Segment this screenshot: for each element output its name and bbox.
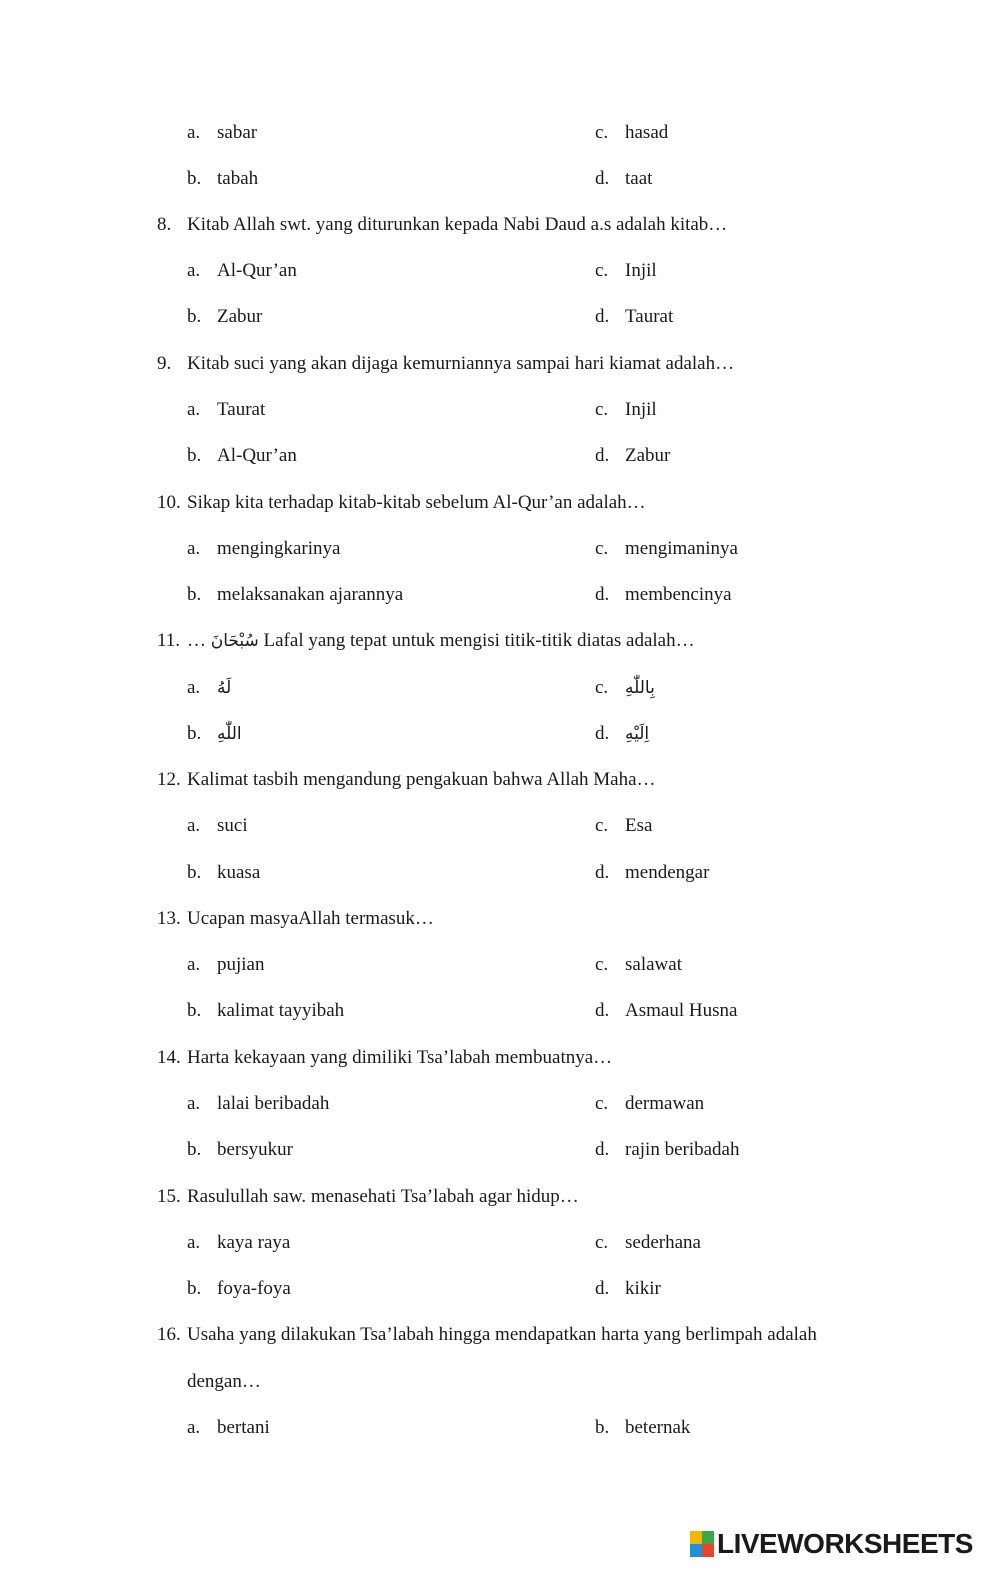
- q12-option-c[interactable]: c. Esa: [595, 815, 653, 836]
- liveworksheets-logo[interactable]: [690, 1528, 973, 1560]
- q9-option-b[interactable]: b. Al-Qur’an: [187, 445, 297, 466]
- q14-question: 14. Harta kekayaan yang dimiliki Tsa’labah membuatnya…: [157, 1047, 613, 1068]
- q12-option-b[interactable]: b. kuasa: [187, 862, 261, 883]
- q16-option-a[interactable]: a. bertani: [187, 1417, 270, 1438]
- q12-option-a[interactable]: a. suci: [187, 815, 248, 836]
- q14-option-a[interactable]: a. lalai beribadah: [187, 1093, 330, 1114]
- q15-option-b[interactable]: b. foya-foya: [187, 1278, 291, 1299]
- q15-option-d[interactable]: d. kikir: [595, 1278, 661, 1299]
- q13-question: 13. Ucapan masyaAllah termasuk…: [157, 908, 434, 929]
- q16-option-b[interactable]: b. beternak: [595, 1417, 691, 1438]
- q15-question: 15. Rasulullah saw. menasehati Tsa’labah agar hidup…: [157, 1186, 579, 1207]
- q10-option-a[interactable]: a. mengingkarinya: [187, 538, 341, 559]
- q11-option-b[interactable]: b. اللّٰهِ: [187, 723, 242, 744]
- q8-option-c[interactable]: c. Injil: [595, 260, 657, 281]
- q8-option-a[interactable]: a. Al-Qur’an: [187, 260, 297, 281]
- q13-option-a[interactable]: a. pujian: [187, 954, 265, 975]
- q13-option-c[interactable]: c. salawat: [595, 954, 682, 975]
- q8-option-b[interactable]: b. Zabur: [187, 306, 263, 327]
- q15-option-c[interactable]: c. sederhana: [595, 1232, 701, 1253]
- q9-question: 9. Kitab suci yang akan dijaga kemurniannya sampai hari kiamat adalah…: [157, 353, 735, 374]
- q8-question: 8. Kitab Allah swt. yang diturunkan kepada Nabi Daud a.s adalah kitab…: [157, 214, 728, 235]
- q14-option-c[interactable]: c. dermawan: [595, 1093, 705, 1114]
- q13-option-b[interactable]: b. kalimat tayyibah: [187, 1000, 345, 1021]
- q16-question: 16. Usaha yang dilakukan Tsa’labah hingga mendapatkan harta yang berlimpah adalah: [157, 1324, 817, 1345]
- q7-option-b[interactable]: b. tabah: [187, 168, 259, 189]
- q16-question-continued: dengan…: [187, 1371, 261, 1392]
- q10-option-c[interactable]: c. mengimaninya: [595, 538, 738, 559]
- q14-option-d[interactable]: d. rajin beribadah: [595, 1139, 740, 1160]
- q9-option-c[interactable]: c. Injil: [595, 399, 657, 420]
- q11-question: 11. … سُبْحَانَ Lafal yang tepat untuk mengisi titik-titik diatas adalah…: [157, 630, 695, 651]
- q9-option-a[interactable]: a. Taurat: [187, 399, 266, 420]
- q10-question: 10. Sikap kita terhadap kitab-kitab sebelum Al-Qur’an adalah…: [157, 492, 646, 513]
- q15-option-a[interactable]: a. kaya raya: [187, 1232, 291, 1253]
- liveworksheets-logo-text: LIVEWORKSHEETS: [717, 1528, 973, 1559]
- q10-option-d[interactable]: d. membencinya: [595, 584, 732, 605]
- q9-option-d[interactable]: d. Zabur: [595, 445, 671, 466]
- q11-option-a[interactable]: a. لَهُ: [187, 677, 232, 698]
- q7-option-c[interactable]: c. hasad: [595, 122, 669, 143]
- q7-option-a[interactable]: a. sabar: [187, 122, 258, 143]
- q10-option-b[interactable]: b. melaksanakan ajarannya: [187, 584, 404, 605]
- liveworksheets-logo-icon: [690, 1531, 714, 1557]
- q12-question: 12. Kalimat tasbih mengandung pengakuan bahwa Allah Maha…: [157, 769, 656, 790]
- q12-option-d[interactable]: d. mendengar: [595, 862, 710, 883]
- q11-option-c[interactable]: c. بِاللّٰهِ: [595, 677, 655, 698]
- q14-option-b[interactable]: b. bersyukur: [187, 1139, 293, 1160]
- q7-option-d[interactable]: d. taat: [595, 168, 653, 189]
- q13-option-d[interactable]: d. Asmaul Husna: [595, 1000, 738, 1021]
- q8-option-d[interactable]: d. Taurat: [595, 306, 674, 327]
- q11-option-d[interactable]: d. اِلَيْهِ: [595, 723, 650, 744]
